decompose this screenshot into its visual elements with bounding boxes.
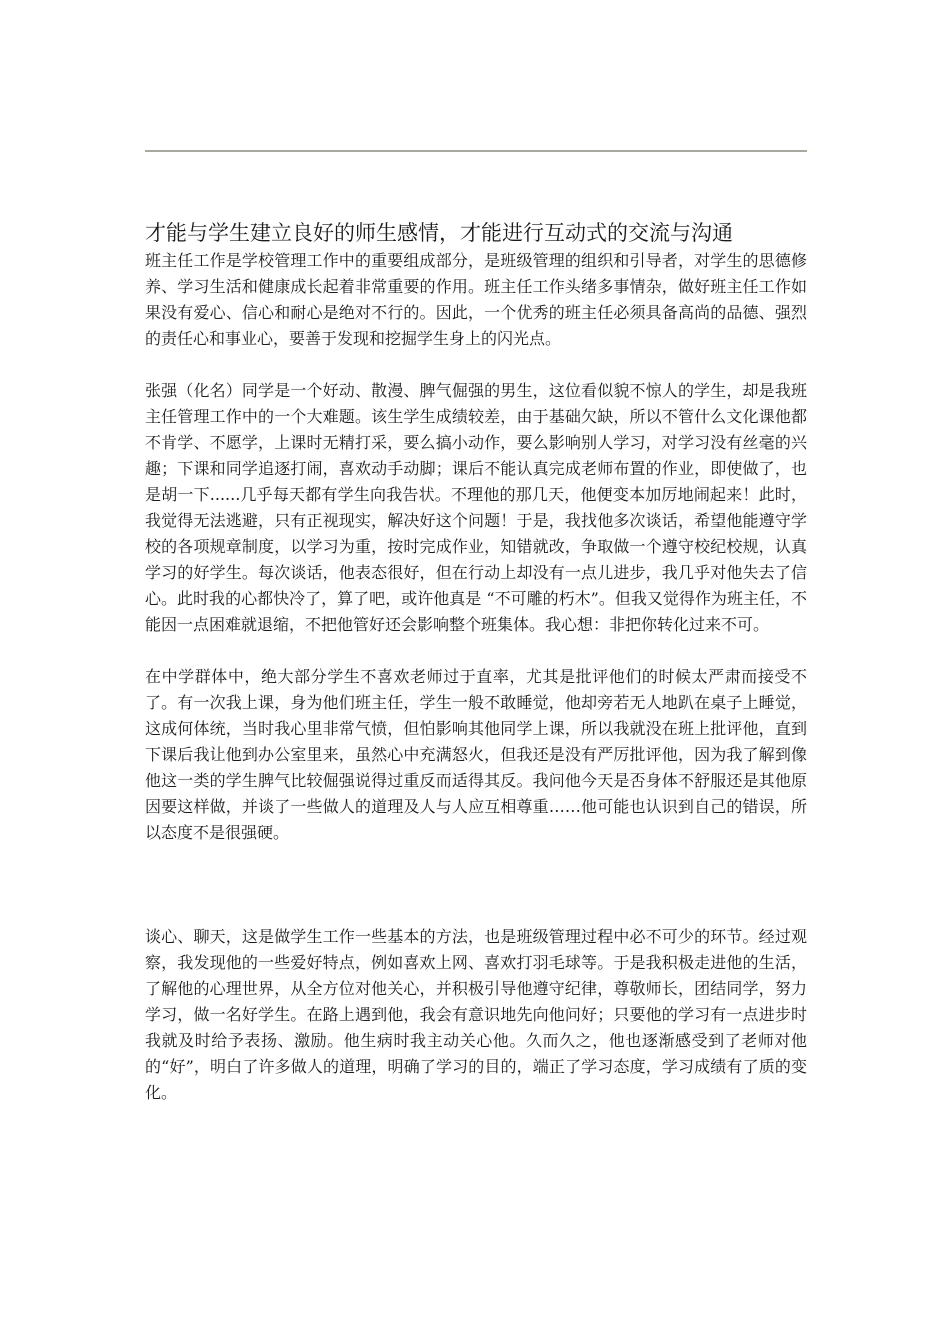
document-body [145,218,807,1106]
paragraph-classroom-incident: 在中学群体中，绝大部分学生不喜欢老师过于直率，尤其是批评他们的时候太严肃而接受不了。有一次我上课，身为他们班主任，学生一般不敢睡觉，他却旁若无人地趴在桌子上睡觉，这成何体统，当时我心里非常气愤，但怕影响其他同学上课，所以我就没在班上批评他，直到下课后我让他到办公室里来，虽然心中充满怒火，但我还是没有严厉批评他，因为我了解到像他这一类的学生脾气比较倔强说得过重反而适得其反。我问他今天是否身体不舒服还是其他原因要这样做，并谈了一些做人的道理及人与人应互相尊重……他可能也认识到自己的错误，所以态度不是很强硬。 [145,667,807,842]
document-title: 才能与学生建立良好的师生感情，才能进行互动式的交流与沟通 [145,221,733,245]
header-rule [145,150,807,152]
paragraph-intro: 班主任工作是学校管理工作中的重要组成部分，是班级管理的组织和引导者，对学生的思德修养、学习生活和健康成长起着非常重要的作用。班主任工作头绪多事情杂，做好班主任工作如果没有爱心、信心和耐心是绝对不行的。因此，一个优秀的班主任必须具备高尚的品德、强烈的责任心和事业心，要善于发现和挖掘学生身上的闪光点。 [145,251,807,348]
paragraph-student-case: 张强（化名）同学是一个好动、散漫、脾气倔强的男生，这位看似貌不惊人的学生，却是我班主任管理工作中的一个大难题。该生学生成绩较差，由于基础欠缺，所以不管什么文化课他都不肯学、不愿学，上课时无精打采，要么搞小动作，要么影响别人学习，对学习没有丝毫的兴趣；下课和同学追逐打闹，喜欢动手动脚；课后不能认真完成老师布置的作业，即使做了，也是胡一下......几乎每天都有学生向我告状。不理他的那几天，他便变本加厉地闹起来！此时，我觉得无法逃避，只有正视现实，解决好这个问题！于是，我找他多次谈话，希望他能遵守学校的各项规章制度，以学习为重，按时完成作业，知错就改，争取做一个遵守校纪校规，认真学习的好学生。每次谈话，他表态很好，但在行动上却没有一点儿进步，我几乎对他失去了信心。此时我的心都快冷了，算了吧，或许他真是 “不可雕的朽木”。但我又觉得作为班主任，不能因一点困难就退缩，不把他管好还会影响整个班集体。我心想：非把你转化过来不可。 [145,381,807,634]
paragraph-heart-to-heart: 谈心、聊天，这是做学生工作一些基本的方法，也是班级管理过程中必不可少的环节。经过观察，我发现他的一些爱好特点，例如喜欢上网、喜欢打羽毛球等。于是我积极走进他的生活，了解他的心理世界，从全方位对他关心，并积极引导他遵守纪律，尊敬师长，团结同学，努力学习，做一名好学生。在路上遇到他，我会有意识地先向他问好；只要他的学习有一点进步时我就及时给予表扬、激励。他生病时我主动关心他。久而久之，他也逐渐感受到了老师对他的“好”，明白了许多做人的道理，明确了学习的目的，端正了学习态度，学习成绩有了质的变化。 [145,927,807,1102]
